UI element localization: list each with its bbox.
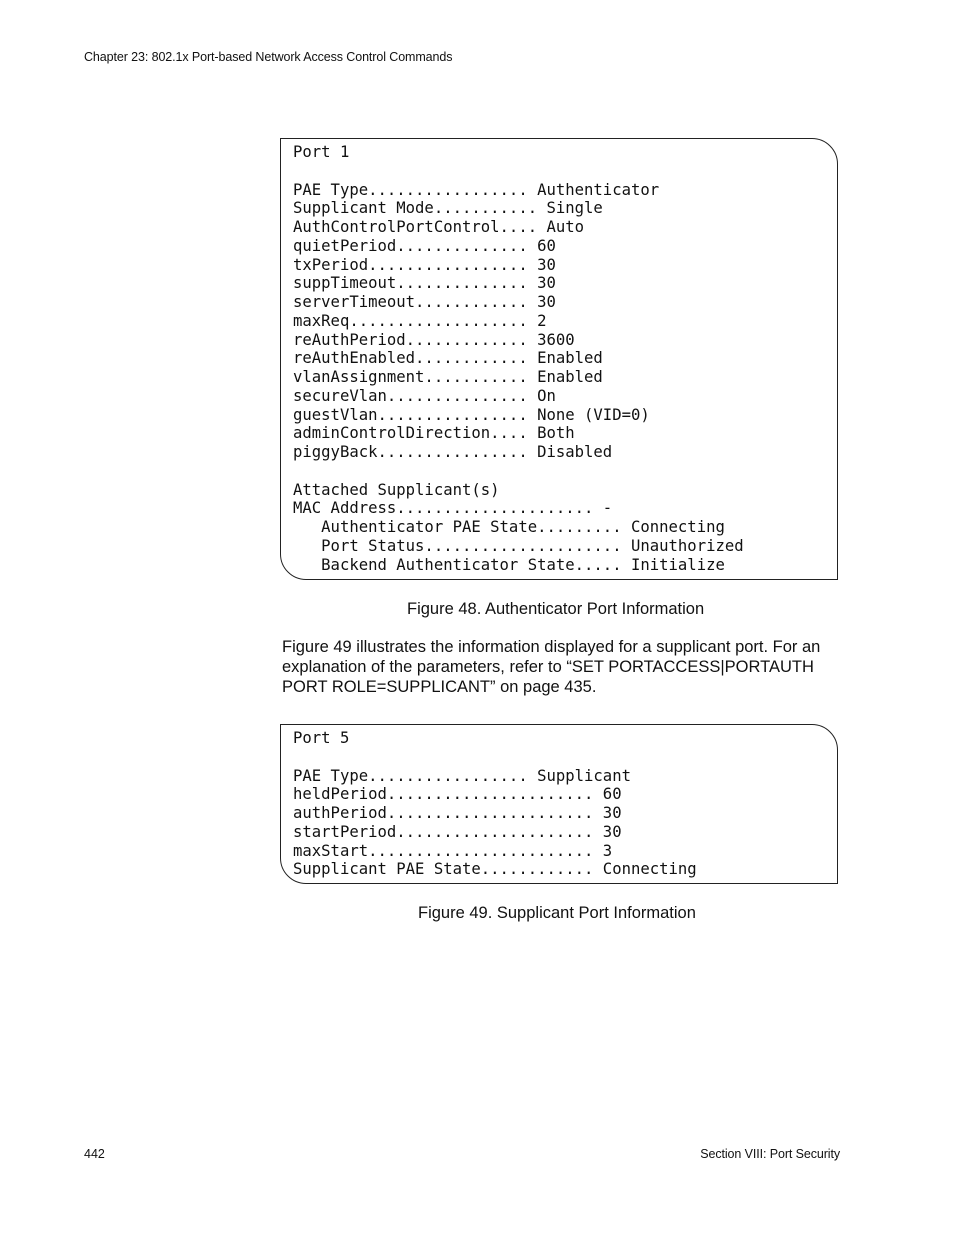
running-header: Chapter 23: 802.1x Port-based Network Access Control Commands [84, 50, 453, 64]
paragraph-line: PORT ROLE=SUPPLICANT” on page 435. [282, 678, 597, 696]
page-number: 442 [84, 1147, 105, 1161]
authenticator-port-output: Port 1 PAE Type................. Authenticator Supplicant Mode........... Single AuthControlPortControl.... Auto quietPeriod.............. 60 txPeriod................. 30 suppTimeout.............. 30 serverTimeout............ 30 maxReq................... 2 reAuthPeriod............. 3600 reAuthEnabled............ Enabled vlanAssignment........... Enabled secureVlan............... On guestVlan................ None (VID=0) adminControlDirection.... Both piggyBack................ Disabled Attached Supplicant(s) MAC Address..................... - Authenticator PAE State......... Connecting Port Status..................... Unauthorized Backend Authenticator State..... Initialize [280, 138, 838, 580]
figure-49-caption: Figure 49. Supplicant Port Information [418, 904, 696, 922]
paragraph-line: Figure 49 illustrates the information displayed for a supplicant port. For an [282, 638, 821, 656]
paragraph-line: explanation of the parameters, refer to “SET PORTACCESS|PORTAUTH [282, 658, 814, 676]
figure-48-caption: Figure 48. Authenticator Port Information [407, 600, 705, 618]
section-footer: Section VIII: Port Security [700, 1147, 840, 1161]
body-paragraph [282, 637, 852, 697]
supplicant-port-output: Port 5 PAE Type................. Supplicant heldPeriod...................... 60 authPeriod...................... 30 startPeriod..................... 30 maxStart........................ 3 Supplicant PAE State............ Connecting [280, 724, 838, 884]
